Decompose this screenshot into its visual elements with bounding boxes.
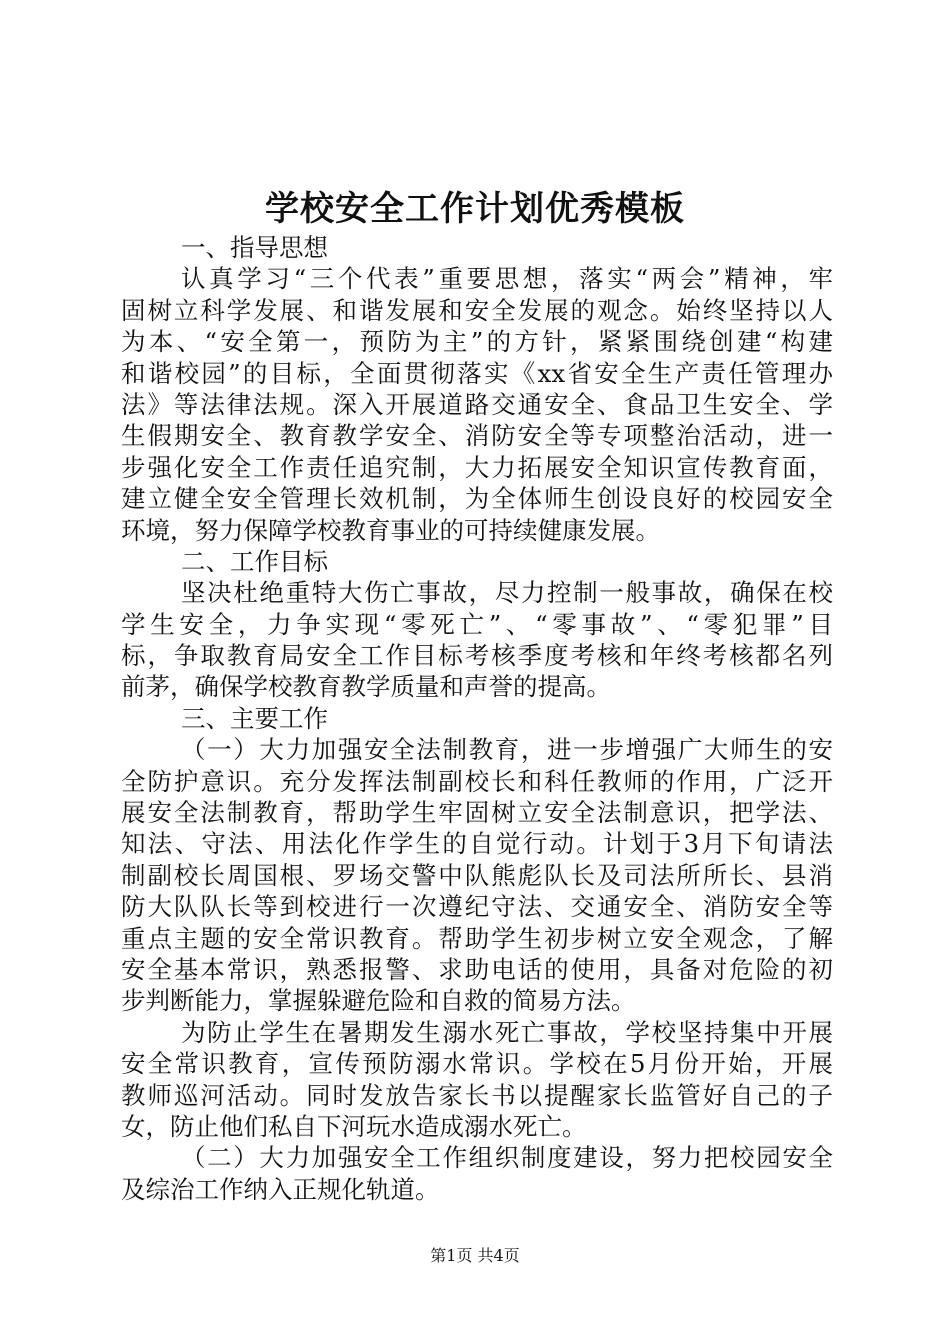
section-heading: 二、工作目标 [181, 546, 328, 576]
paragraph-line: 固树立科学发展、和谐发展和安全发展的观念。始终坚持以人 [121, 295, 833, 325]
paragraph-line: 前茅，确保学校教育教学质量和声誉的提高。 [121, 672, 611, 702]
paragraph-line: （二）大力加强安全工作组织制度建设，努力把校园安全 [181, 1143, 833, 1173]
paragraph-line: 生假期安全、教育教学安全、消防安全等专项整治活动，进一 [121, 421, 833, 451]
paragraph-line: 制副校长周国根、罗场交警中队熊彪队长及司法所所长、县消 [121, 860, 833, 890]
paragraph-line: 标，争取教育局安全工作目标考核季度考核和年终考核都名列 [121, 641, 833, 671]
paragraph-line: 坚决杜绝重特大伤亡事故，尽力控制一般事故，确保在校 [181, 578, 833, 608]
paragraph-line: 和谐校园”的目标，全面贯彻落实《xx省安全生产责任管理办 [121, 358, 833, 388]
paragraph-line: 为防止学生在暑期发生溺水死亡事故，学校坚持集中开展 [181, 1017, 833, 1047]
paragraph-line: 全防护意识。充分发挥法制副校长和科任教师的作用，广泛开 [121, 766, 833, 796]
paragraph-line: 女，防止他们私自下河玩水造成溺水死亡。 [121, 1111, 587, 1141]
paragraph-line: 及综治工作纳入正规化轨道。 [121, 1174, 440, 1204]
paragraph-line: 学生安全，力争实现“零死亡”、“零事故”、“零犯罪”目 [121, 609, 833, 639]
paragraph-line: 重点主题的安全常识教育。帮助学生初步树立安全观念，了解 [121, 923, 833, 953]
document-title: 学校安全工作计划优秀模板 [265, 189, 685, 229]
paragraph-line: 法》等法律法规。深入开展道路交通安全、食品卫生安全、学 [121, 389, 833, 419]
page-footer: 第1页 共4页 [430, 1246, 520, 1265]
paragraph-line: 建立健全安全管理长效机制，为全体师生创设良好的校园安全 [121, 484, 833, 514]
paragraph-line: 防大队队长等到校进行一次遵纪守法、交通安全、消防安全等 [121, 892, 833, 922]
paragraph-line: 环境，努力保障学校教育事业的可持续健康发展。 [121, 515, 660, 545]
paragraph-line: 步判断能力，掌握躲避危险和自救的简易方法。 [121, 986, 636, 1016]
paragraph-line: 安全常识教育，宣传预防溺水常识。学校在5月份开始，开展 [121, 1049, 833, 1079]
paragraph-line: 知法、守法、用法化作学生的自觉行动。计划于3月下旬请法 [121, 829, 833, 859]
paragraph-line: 安全基本常识，熟悉报警、求助电话的使用，具备对危险的初 [121, 954, 833, 984]
paragraph-line: 教师巡河活动。同时发放告家长书以提醒家长监管好自己的子 [121, 1080, 833, 1110]
paragraph-line: 为本、“安全第一，预防为主”的方针，紧紧围绕创建“构建 [121, 327, 833, 357]
paragraph-line: 展安全法制教育，帮助学生牢固树立安全法制意识，把学法、 [121, 798, 833, 828]
paragraph-line: 认真学习“三个代表”重要思想，落实“两会”精神，牢 [181, 264, 833, 294]
document-body [121, 232, 833, 1205]
paragraph-line: 步强化安全工作责任追究制，大力拓展安全知识宣传教育面， [121, 452, 833, 482]
section-heading: 一、指导思想 [181, 233, 328, 262]
paragraph-line: （一）大力加强安全法制教育，进一步增强广大师生的安 [181, 735, 833, 765]
section-heading: 三、主要工作 [181, 703, 328, 733]
